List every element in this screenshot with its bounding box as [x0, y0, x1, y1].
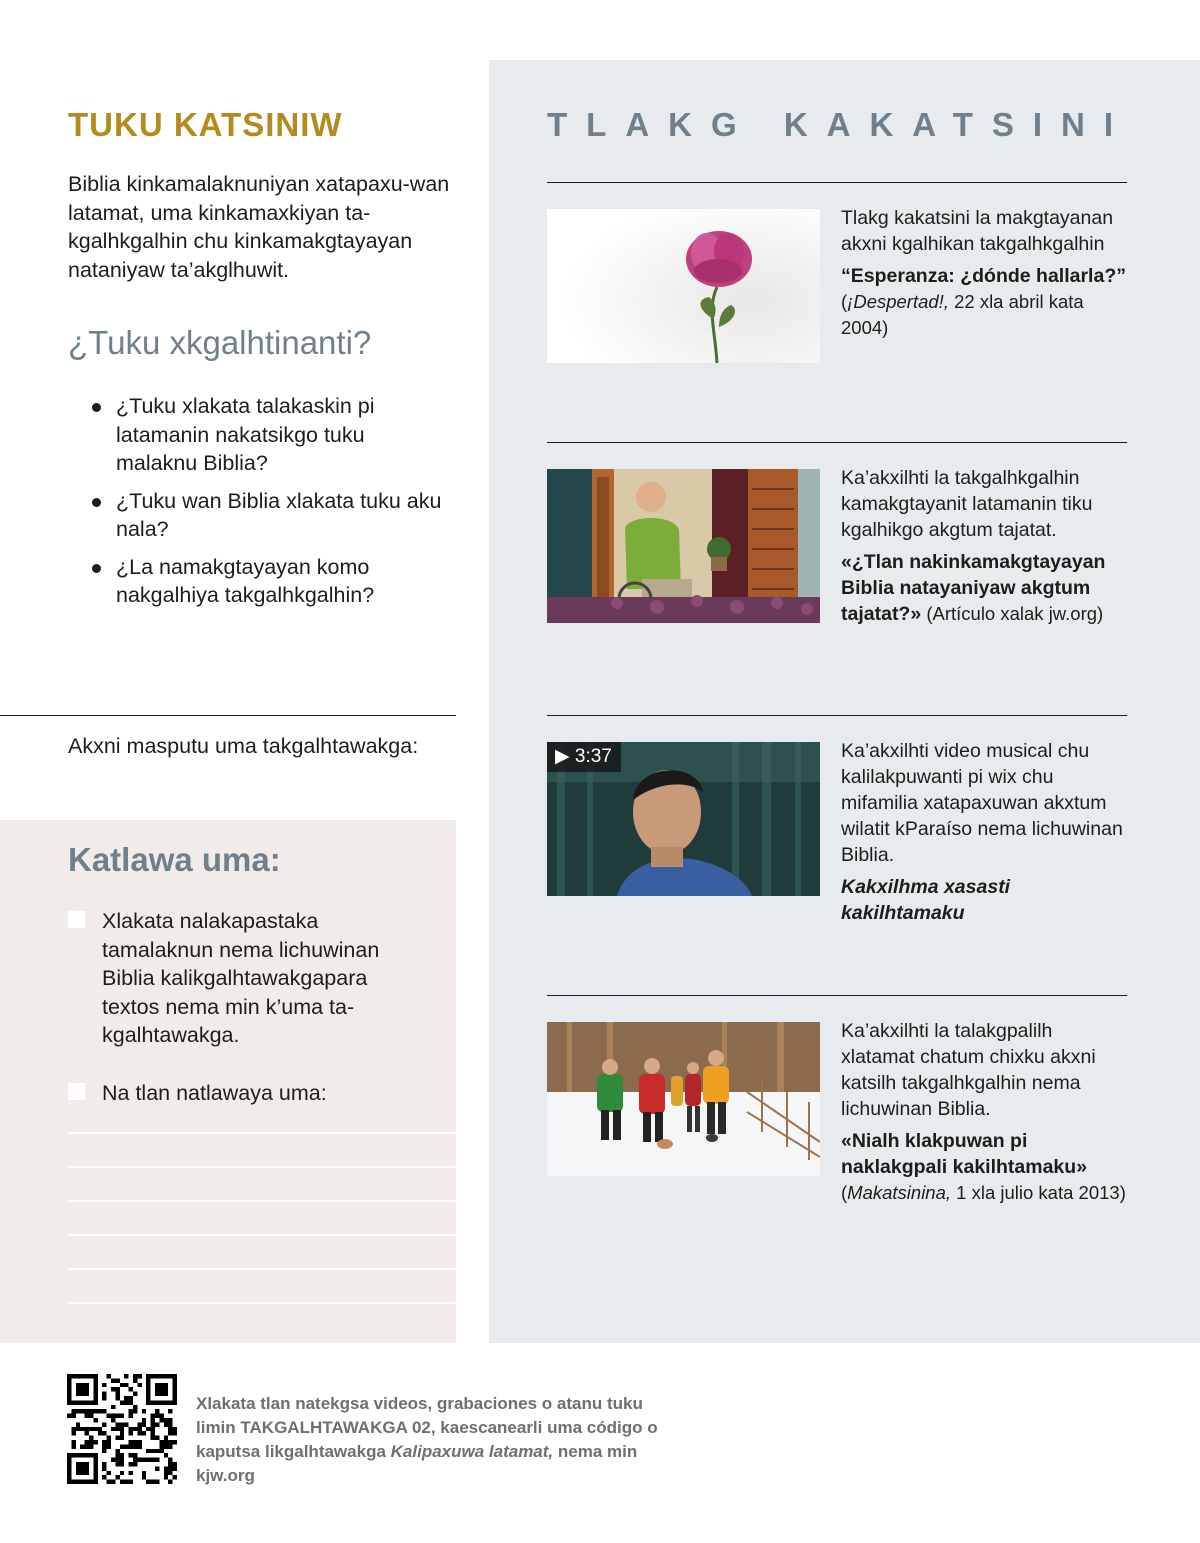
checkbox[interactable]	[68, 1083, 85, 1100]
resource-text	[841, 205, 1131, 341]
resource-text	[841, 465, 1131, 627]
bullet-icon	[92, 403, 101, 412]
resource-title[interactable]: Kakxilhma xasasti kakilhtamaku	[841, 876, 1011, 924]
footer-note: Xlakata tlan natekgsa videos, grabaciones o atanu tuku limin TAKGALHTAWAKGA 02, kaescanearli uma código o kaputsa likgalhtawakga Kalipaxuwa latamat, nema min kjw.org	[196, 1394, 658, 1485]
resource-description: Ka’akxilhti video musical chu kalilakpuwanti pi wix chu mifamilia xatapaxuwan akxtum wilatit kParaíso nema lichuwinan Biblia.	[841, 740, 1123, 866]
intro-paragraph: Biblia kinkamalaknuniyan xatapaxu-wan latamat, uma kinkamaxkiyan ta-kgalhkgalhin chu kinkamakgtayayan nataniyaw ta’akglhuwit.	[68, 172, 450, 282]
write-in-line	[68, 1166, 456, 1168]
question-item: ¿Tuku xlakata talakaskin pi latamanin nakatsikgo tuku malaknu Biblia?	[92, 392, 442, 478]
divider	[547, 715, 1127, 716]
resource-title[interactable]: “Esperanza: ¿dónde hallarla?”	[841, 265, 1126, 287]
next-visit-label: Akxni masputu uma takgalhtawakga:	[68, 734, 419, 758]
resource-description: Ka’akxilhti la takgalhkgalhin kamakgtayanit latamanin tiku kgalhikgo akgtum tajatat.	[841, 467, 1093, 541]
divider	[547, 442, 1127, 443]
question-item: ¿Tuku wan Biblia xlakata tuku aku nala?	[92, 487, 442, 544]
flower-photo[interactable]	[547, 209, 820, 363]
questions-list	[92, 392, 442, 619]
resource-source: (¡Despertad!, 22 xla abril kata 2004)	[841, 291, 1084, 338]
write-in-line	[68, 1268, 456, 1270]
wheelchair-man-photo[interactable]	[547, 469, 820, 623]
left-section-title: TUKU KATSINIW	[68, 106, 343, 143]
resource-source: (Makatsinina, 1 xla julio kata 2013)	[841, 1182, 1126, 1203]
checkbox[interactable]	[68, 911, 85, 928]
family-snow-photo[interactable]	[547, 1022, 820, 1176]
resource-title[interactable]: «¿Tlan nakinkamakgtayayan Biblia natayaniyaw akgtum tajatat?» (Artículo xalak jw.org)	[841, 551, 1106, 625]
man-forest-video[interactable]	[547, 742, 820, 896]
resource-text	[841, 738, 1131, 926]
divider	[0, 715, 456, 716]
write-in-line	[68, 1302, 456, 1304]
checklist-item: Na tlan natlawaya uma:	[68, 1079, 398, 1108]
resource-description: Tlakg kakatsini la makgtayanan akxni kgalhikan takgalhkgalhin	[841, 207, 1114, 255]
divider	[547, 182, 1127, 183]
write-in-line	[68, 1200, 456, 1202]
divider	[547, 995, 1127, 996]
questions-heading: ¿Tuku xkgalhtinanti?	[68, 324, 372, 361]
qr-code-icon[interactable]	[67, 1374, 177, 1484]
bullet-icon	[92, 498, 101, 507]
play-icon: ▶	[555, 746, 575, 767]
resource-text	[841, 1018, 1131, 1206]
resource-description: Ka’akxilhti la talakgpalilh xlatamat chatum chixku akxni katsilh takgalhkgalhin nema lichuwinan Biblia.	[841, 1020, 1096, 1120]
bullet-icon	[92, 564, 101, 573]
right-section-title: TLAKG KAKATSINI	[547, 106, 1133, 143]
video-duration-badge: ▶ 3:37	[547, 742, 621, 772]
write-in-line	[68, 1132, 456, 1134]
checklist-item: Xlakata nalakapastaka tamalaknun nema lichuwinan Biblia kalikgalhtawakgapara textos nema min k’uma ta-kgalhtawakga.	[68, 907, 398, 1050]
question-item: ¿La namakgtayayan komo nakgalhiya takgalhkgalhin?	[92, 553, 442, 610]
resource-title[interactable]: «Nialh klakpuwan pi naklakgpali kakilhtamaku»	[841, 1130, 1088, 1178]
write-in-line	[68, 1234, 456, 1236]
try-this-heading: Katlawa uma:	[68, 841, 281, 878]
